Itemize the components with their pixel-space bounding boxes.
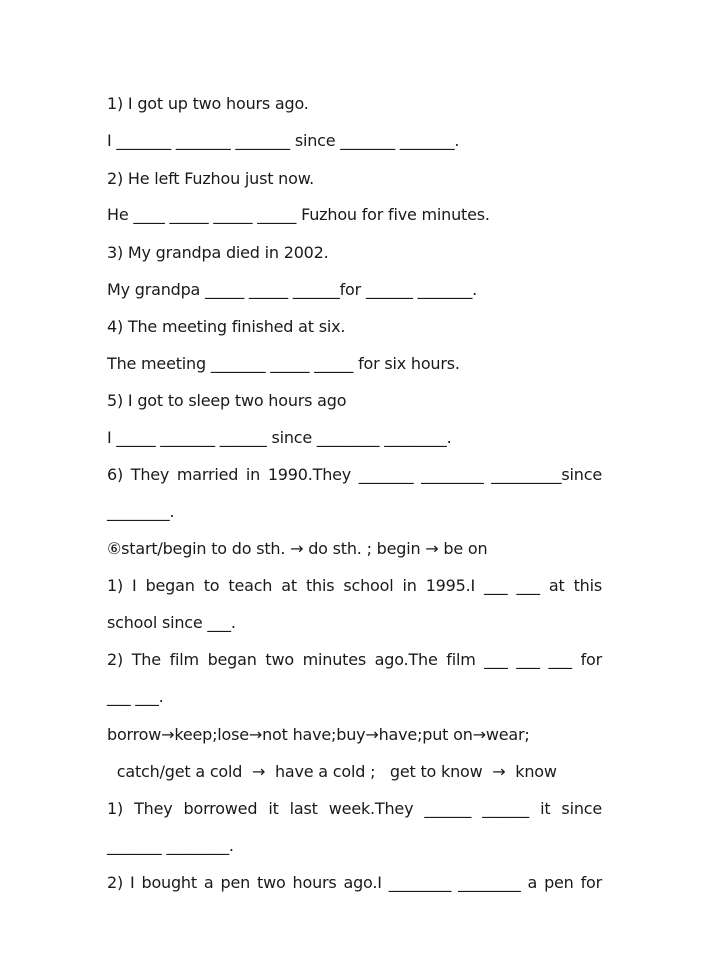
question-3-prompt: 3) My grandpa died in 2002. (107, 243, 329, 262)
question-4-answer-line: The meeting _______ _____ _____ for six hours. (107, 354, 460, 373)
question-3-answer-line: My grandpa _____ _____ ______for ______ _______. (107, 280, 478, 299)
question-2-prompt: 2) He left Fuzhou just now. (107, 169, 315, 188)
question-1-prompt: 1) I got up two hours ago. (107, 94, 309, 113)
question-1-answer-line: I _______ _______ _______ since _______ _______. (107, 131, 460, 150)
verb-conversion-rules: borrow→keep;lose→not have;buy→have;put on→wear; (107, 725, 530, 744)
question-5-prompt: 5) I got to sleep two hours ago (107, 391, 347, 410)
question-5-answer-line: I _____ _______ ______ since ________ ________. (107, 428, 452, 447)
question-6-continuation: ________. (107, 502, 175, 521)
section-6-question-1-continuation: school since ___. (107, 613, 236, 632)
section-7-question-1: 1) They borrowed it last week.They ______ ______ it since (107, 799, 602, 818)
question-6-line: 6) They married in 1990.They _______ ________ _________since (107, 465, 602, 484)
question-2-answer-line: He ____ _____ _____ _____ Fuzhou for five minutes. (107, 205, 490, 224)
section-heading-start-begin: ⑥start/begin to do sth. → do sth. ; begin → be on (107, 539, 488, 558)
section-6-question-1: 1) I began to teach at this school in 1995.I ___ ___ at this (107, 576, 602, 595)
question-4-prompt: 4) The meeting finished at six. (107, 317, 346, 336)
section-6-question-2-continuation: ___ ___. (107, 687, 164, 706)
section-7-question-1-continuation: _______ ________. (107, 836, 234, 855)
section-7-question-2: 2) I bought a pen two hours ago.I ________ ________ a pen for (107, 873, 602, 892)
verb-conversion-rules-continued: catch/get a cold → have a cold ; get to know → know (107, 762, 557, 781)
section-6-question-2: 2) The film began two minutes ago.The film ___ ___ ___ for (107, 650, 602, 669)
